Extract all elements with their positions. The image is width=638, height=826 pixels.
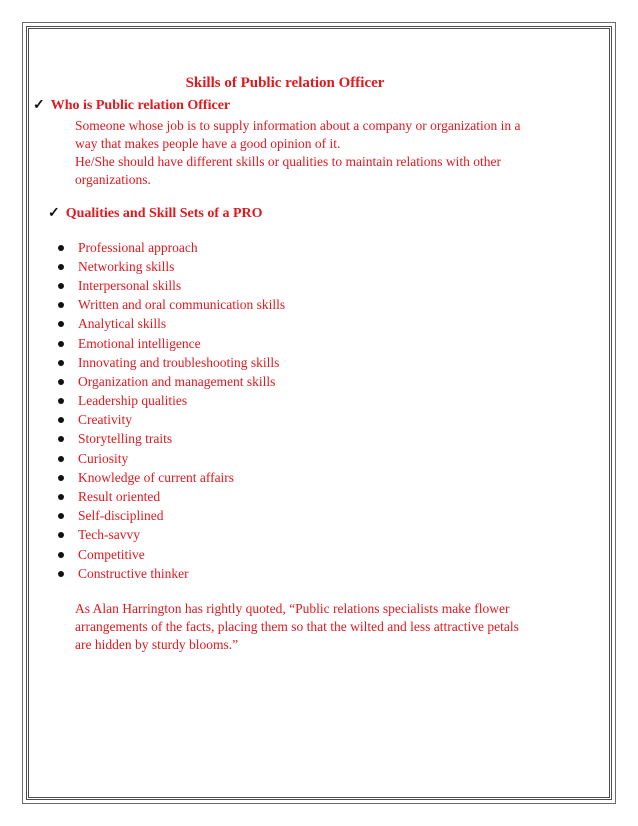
- quote-line: As Alan Harrington has rightly quoted, “Public relations specialists make flower: [75, 601, 510, 616]
- list-item: [54, 449, 285, 468]
- list-item-label: Knowledge of current affairs: [78, 469, 235, 485]
- list-item-label: Written and oral communication skills: [78, 297, 286, 313]
- bullet-icon: [58, 360, 64, 366]
- quote-line: are hidden by sturdy blooms.”: [75, 637, 239, 652]
- list-item-label: Organization and management skills: [78, 373, 276, 389]
- checkmark-icon: ✓: [33, 98, 45, 113]
- bullet-icon: [58, 571, 64, 577]
- bullet-icon: [58, 379, 64, 385]
- list-item-label: Emotional intelligence: [78, 335, 201, 351]
- list-item: [54, 296, 285, 315]
- section-heading-label: Who is Public relation Officer: [50, 97, 231, 113]
- list-item: [54, 276, 285, 295]
- list-item: [54, 334, 285, 353]
- definition-paragraph: [75, 117, 545, 189]
- list-item: [54, 430, 285, 449]
- qualities-list: [54, 238, 285, 583]
- bullet-icon: [58, 456, 64, 462]
- list-item: [54, 392, 285, 411]
- bullet-icon: [58, 532, 64, 538]
- bullet-icon: [58, 398, 64, 404]
- definition-line: organizations.: [75, 172, 151, 187]
- bullet-icon: [58, 321, 64, 327]
- quote-paragraph: [75, 600, 545, 654]
- list-item: [54, 372, 285, 391]
- list-item-label: Interpersonal skills: [78, 277, 182, 293]
- list-item-label: Competitive: [78, 546, 145, 562]
- list-item-label: Networking skills: [78, 258, 175, 274]
- bullet-icon: [58, 264, 64, 270]
- list-item-label: Professional approach: [78, 239, 198, 255]
- bullet-icon: [58, 552, 64, 558]
- list-item-label: Self-disciplined: [78, 508, 164, 524]
- bullet-icon: [58, 417, 64, 423]
- list-item: [54, 564, 285, 583]
- section-heading-who: [33, 97, 230, 114]
- list-item-label: Result oriented: [78, 489, 161, 505]
- bullet-icon: [58, 475, 64, 481]
- list-item-label: Analytical skills: [78, 316, 167, 332]
- list-item-label: Innovating and troubleshooting skills: [78, 354, 280, 370]
- list-item: [54, 526, 285, 545]
- list-item: [54, 238, 285, 257]
- definition-line: He/She should have different skills or qualities to maintain relations with other: [75, 154, 502, 169]
- document-title: Skills of Public relation Officer: [185, 75, 385, 91]
- bullet-icon: [58, 302, 64, 308]
- bullet-icon: [58, 245, 64, 251]
- bullet-icon: [58, 513, 64, 519]
- section-heading-label: Qualities and Skill Sets of a PRO: [65, 205, 263, 221]
- list-item: [54, 507, 285, 526]
- quote-line: arrangements of the facts, placing them so that the wilted and less attractive petals: [75, 619, 519, 634]
- list-item: [54, 411, 285, 430]
- bullet-icon: [58, 341, 64, 347]
- bullet-icon: [58, 494, 64, 500]
- section-heading-qualities: [48, 205, 263, 222]
- list-item-label: Creativity: [78, 412, 132, 428]
- list-item: [54, 487, 285, 506]
- list-item-label: Constructive thinker: [78, 565, 189, 581]
- list-item-label: Curiosity: [78, 450, 129, 466]
- list-item: [54, 315, 285, 334]
- bullet-icon: [58, 436, 64, 442]
- definition-line: way that makes people have a good opinion of it.: [75, 136, 341, 151]
- list-item: [54, 353, 285, 372]
- list-item-label: Leadership qualities: [78, 393, 188, 409]
- checkmark-icon: ✓: [48, 206, 60, 221]
- bullet-icon: [58, 283, 64, 289]
- list-item: [54, 545, 285, 564]
- list-item: [54, 468, 285, 487]
- definition-line: Someone whose job is to supply information about a company or organization in a: [75, 118, 521, 133]
- list-item-label: Storytelling traits: [78, 431, 173, 447]
- list-item: [54, 257, 285, 276]
- list-item-label: Tech-savvy: [78, 527, 141, 543]
